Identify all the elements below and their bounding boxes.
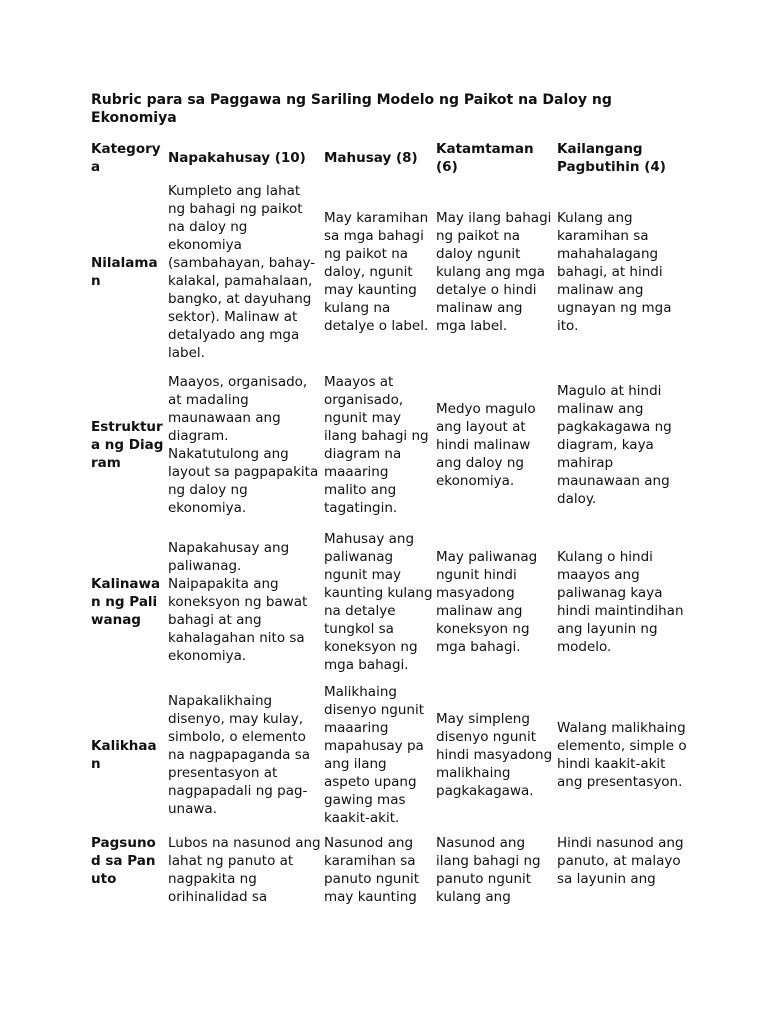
header-kailangang-pagbutihin: Kailangang Pagbutihin (4) — [557, 141, 666, 175]
table-cell: Walang malikhaing elemento, simple o hindi kaakit-akit ang presentasyon. — [557, 720, 687, 790]
header-mahusay: Mahusay (8) — [324, 150, 418, 166]
header-katamtaman: Katamtaman (6) — [436, 141, 534, 175]
table-cell: Nasunod ang karamihan sa panuto ngunit may kaunting — [324, 835, 420, 905]
table-cell: May paliwanag ngunit hindi masyadong malinaw ang koneksyon ng mga bahagi. — [436, 549, 538, 655]
table-cell: Nasunod ang ilang bahagi ng panuto ngunit kulang ang — [436, 835, 541, 905]
table-cell: Napakalikhaing disenyo, may kulay, simbolo, o elemento na nagpapaganda sa presentasyon at nagpapadali ng pag-unawa. — [168, 693, 311, 817]
table-cell: Kumpleto ang lahat ng bahagi ng paikot na daloy ng ekonomiya (sambahayan, bahay-kalakal, pamahalaan, bangko, at dayuhang sektor). Malinaw at detalyado ang mga label. — [168, 183, 316, 361]
table-cell: Kulang ang karamihan sa mahahalagang bahagi, at hindi malinaw ang ugnayan ng mga ito. — [557, 210, 672, 334]
table-cell: May simpleng disenyo ngunit hindi masyadong malikhaing pagkakagawa. — [436, 711, 553, 799]
table-row — [88, 830, 688, 910]
row-category: Estruktura ng Diagram — [91, 419, 164, 471]
row-category: Kalinawan ng Paliwanag — [91, 576, 161, 628]
row-category: Kalikhaan — [91, 738, 157, 772]
table-cell: Magulo at hindi malinaw ang pagkakagawa ng diagram, kaya mahirap maunawaan ang daloy. — [557, 383, 672, 507]
rubric-header — [88, 138, 688, 178]
table-cell: May ilang bahagi ng paikot na daloy ngunit kulang ang mga detalye o hindi malinaw ang mga label. — [436, 210, 552, 334]
table-row — [88, 680, 688, 830]
header-category: Kategorya — [91, 141, 161, 175]
table-cell: Lubos na nasunod ang lahat ng panuto at nagpakita ng orihinalidad sa — [168, 835, 321, 905]
row-category: Nilalaman — [91, 255, 158, 289]
rubric-table — [88, 138, 688, 910]
table-cell: Napakahusay ang paliwanag. Naipapakita ang koneksyon ng bawat bahagi at ang kahalagahan nito sa ekonomiya. — [168, 540, 308, 664]
header-row — [88, 138, 688, 178]
table-row — [88, 366, 688, 524]
table-cell: Kulang o hindi maayos ang paliwanag kaya hindi maintindihan ang layunin ng modelo. — [557, 549, 684, 655]
table-row — [88, 524, 688, 680]
table-cell: Medyo magulo ang layout at hindi malinaw ang daloy ng ekonomiya. — [436, 401, 536, 489]
row-category: Pagsunod sa Panuto — [91, 835, 156, 887]
page-bottom-margin — [0, 918, 768, 1024]
page-title: Rubric para sa Paggawa ng Sariling Modelo ng Paikot na Daloy ng Ekonomiya — [91, 92, 612, 126]
table-cell: Maayos, organisado, at madaling maunawaan ang diagram. Nakatutulong ang layout sa pagpapakita ng daloy ng ekonomiya. — [168, 374, 319, 516]
table-cell: May karamihan sa mga bahagi ng paikot na daloy, ngunit may kaunting kulang na detalye o label. — [324, 210, 429, 334]
table-cell: Malikhaing disenyo ngunit maaaring mapahusay pa ang ilang aspeto upang gawing mas kaakit-akit. — [324, 684, 425, 826]
header-napakahusay: Napakahusay (10) — [168, 150, 306, 166]
table-row — [88, 178, 688, 366]
table-cell: Maayos at organisado, ngunit may ilang bahagi ng diagram na maaaring malito ang tagatingin. — [324, 374, 429, 516]
table-cell: Hindi nasunod ang panuto, at malayo sa layunin ang — [557, 835, 684, 887]
rubric-body — [88, 178, 688, 910]
table-cell: Mahusay ang paliwanag ngunit may kaunting kulang na detalye tungkol sa koneksyon ng mga bahagi. — [324, 531, 433, 673]
